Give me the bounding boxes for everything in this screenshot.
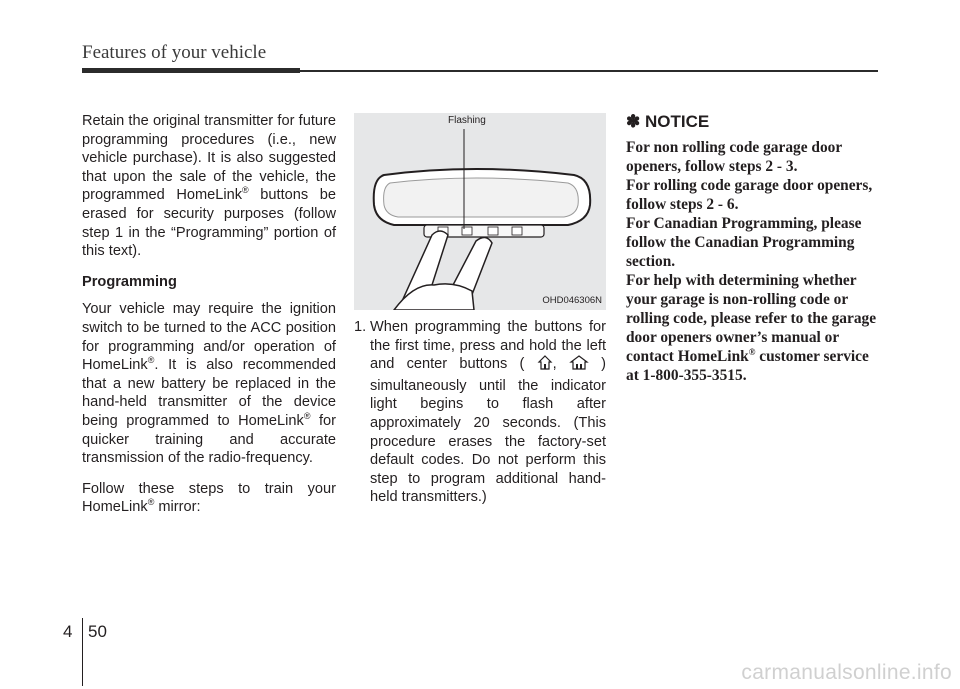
header-rule-thick	[82, 68, 300, 73]
step-1	[354, 318, 606, 507]
footer-section-number: 4	[63, 622, 73, 641]
step-number: 1.	[354, 319, 367, 335]
header-rule-thin	[300, 70, 878, 72]
mirror-button-4	[512, 227, 522, 235]
notice-line-1: For non rolling code garage door openers, follow steps 2 - 3.	[626, 139, 842, 175]
mirror-button-3	[488, 227, 498, 235]
notice-line-3: For Canadian Programming, please follow the Canadian Programming section.	[626, 215, 862, 270]
ignition-paragraph: Your vehicle may require the ignition switch to be turned to the ACC position for programming and/or operation of HomeLink®. It is also recommended that a new battery be replaced in the hand-held transmitter of the device being programmed to HomeLink® for quicker training and accurate transmission of the radio-frequency.	[82, 301, 336, 467]
middle-column	[354, 318, 606, 507]
garage-button-2-icon	[569, 355, 589, 377]
notice-title: ✽ NOTICE	[626, 112, 710, 131]
watermark: carmanualsonline.info	[741, 661, 952, 684]
figure-code: OHD046306N	[542, 295, 602, 306]
mirror-glass	[384, 178, 579, 217]
programming-heading: Programming	[82, 273, 177, 290]
notice-column	[626, 112, 880, 385]
notice-body	[626, 138, 880, 385]
footer-page-number: 50	[88, 622, 107, 641]
hand-base	[394, 284, 474, 310]
garage-button-1-icon	[537, 355, 553, 377]
step-text: When programming the buttons for the first time, press and hold the left and center buttons ( , ) simultaneously until the indicator light begins to flash after approximately 20 seconds. (This procedure erases the factory-set default codes. Do not perform this step to program additional hand-held transmitters.)	[370, 319, 606, 506]
follow-steps-paragraph: Follow these steps to train your HomeLink® mirror:	[82, 480, 336, 516]
mirror-figure	[354, 113, 606, 310]
retain-paragraph: Retain the original transmitter for future programming procedures (i.e., new vehicle purchase). It is also suggested that upon the sale of the vehicle, the programmed HomeLink® buttons be erased for security purposes (follow step 1 in the “Programming” portion of this text).	[82, 113, 336, 260]
footer-divider	[82, 618, 83, 686]
notice-line-2: For rolling code garage door openers, follow steps 2 - 6.	[626, 177, 873, 213]
flashing-label: Flashing	[448, 115, 486, 126]
mirror-illustration	[354, 113, 606, 310]
left-column	[82, 112, 336, 529]
page-header-title: Features of your vehicle	[82, 42, 267, 63]
notice-line-4: For help with determining whether your garage is non-rolling code or rolling code, please refer to the garage door openers owner’s manual or contact HomeLink® customer service at 1-800-355-3515.	[626, 272, 877, 384]
